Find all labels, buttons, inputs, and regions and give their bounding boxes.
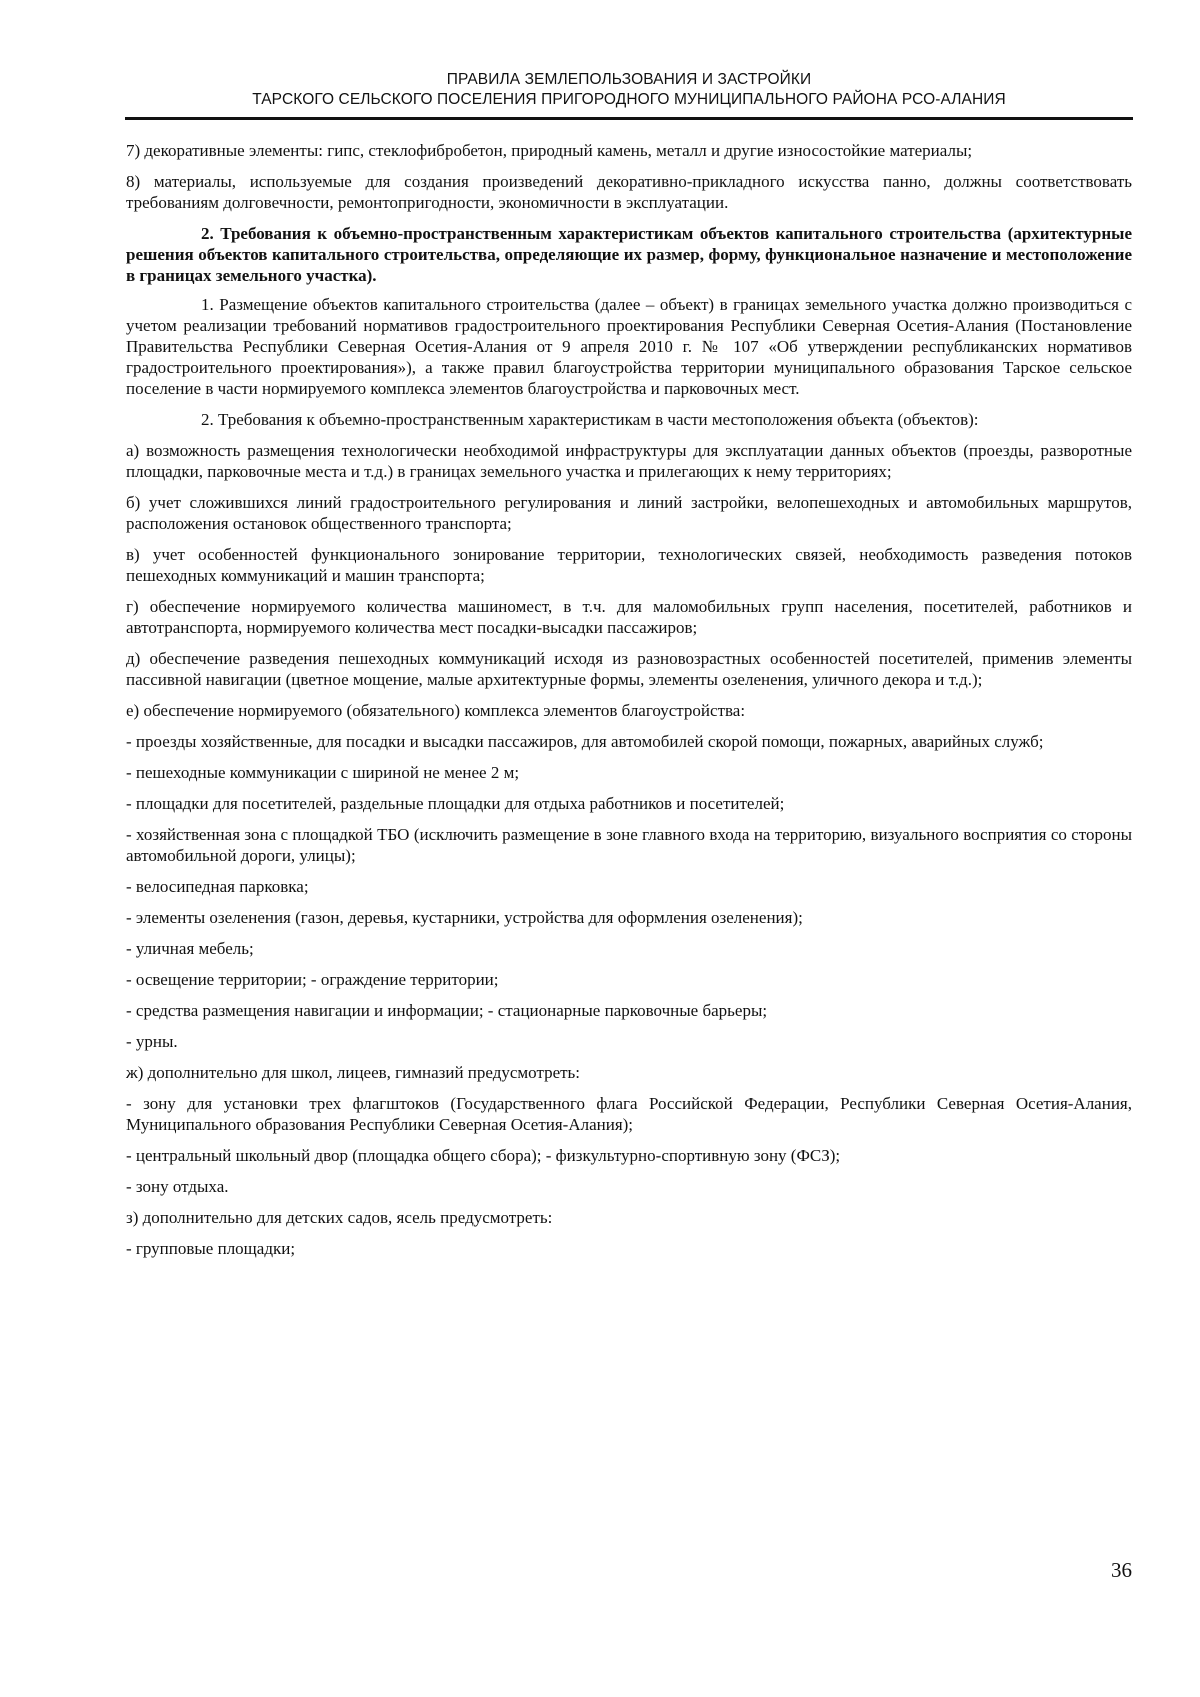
running-header <box>125 70 1133 110</box>
bullet-item: - урны. <box>126 1032 178 1051</box>
list-item-v: в) учет особенностей функционального зонирование территории, технологических связей, необходимость разведения потоков пешеходных коммуникаций и машин транспорта; <box>126 545 1132 585</box>
bullet-item: - зону для установки трех флагштоков (Государственного флага Российской Федерации, Республики Северная Осетия-Алания, Муниципального образования Республики Северная Осетия-Алания); <box>126 1094 1132 1134</box>
list-item-b: б) учет сложившихся линий градостроительного регулирования и линий застройки, велопешеходных и автомобильных маршрутов, расположения остановок общественного транспорта; <box>126 493 1132 533</box>
bullet-item: - уличная мебель; <box>126 939 254 958</box>
bullet-item: - средства размещения навигации и информации; - стационарные парковочные барьеры; <box>126 1001 768 1020</box>
bullet-item: - освещение территории; - ограждение территории; <box>126 970 499 989</box>
section-heading: 2. Требования к объемно-пространственным характеристикам объектов капитального строительства (архитектурные решения объектов капитального строительства, определяющие их размер, форму, функциональное назначение и местоположение в границах земельного участка). <box>126 224 1132 285</box>
page-number: 36 <box>1111 1558 1132 1582</box>
header-line-1: ПРАВИЛА ЗЕМЛЕПОЛЬЗОВАНИЯ И ЗАСТРОЙКИ <box>446 71 812 88</box>
header-line-2: ТАРСКОГО СЕЛЬСКОГО ПОСЕЛЕНИЯ ПРИГОРОДНОГО МУНИЦИПАЛЬНОГО РАЙОНА РСО-АЛАНИЯ <box>252 91 1006 108</box>
page-body <box>126 140 1132 1269</box>
bullet-item: - групповые площадки; <box>126 1239 296 1258</box>
paragraph-item-7: 7) декоративные элементы: гипс, стеклофибробетон, природный камень, металл и другие износостойкие материалы; <box>126 141 973 160</box>
list-item-z: з) дополнительно для детских садов, ясель предусмотреть: <box>126 1208 553 1227</box>
paragraph-clause-2: 2. Требования к объемно-пространственным характеристикам в части местоположения объекта (объектов): <box>201 410 979 429</box>
bullet-item: - зону отдыха. <box>126 1177 229 1196</box>
bullet-item: - центральный школьный двор (площадка общего сбора); - физкультурно-спортивную зону (ФСЗ); <box>126 1146 841 1165</box>
list-item-zh: ж) дополнительно для школ, лицеев, гимназий предусмотреть: <box>126 1063 581 1082</box>
bullet-item: - площадки для посетителей, раздельные площадки для отдыха работников и посетителей; <box>126 794 785 813</box>
list-item-a: а) возможность размещения технологически необходимой инфраструктуры для эксплуатации данных объектов (проезды, разворотные площадки, парковочные места и т.д.) в границах земельного участка и прилегающих к нему территориях; <box>126 441 1132 481</box>
list-item-e: е) обеспечение нормируемого (обязательного) комплекса элементов благоустройства: <box>126 701 746 720</box>
bullet-item: - хозяйственная зона с площадкой ТБО (исключить размещение в зоне главного входа на территорию, визуального восприятия со стороны автомобильной дороги, улицы); <box>126 825 1132 865</box>
list-item-g: г) обеспечение нормируемого количества машиномест, в т.ч. для маломобильных групп населения, посетителей, работников и автотранспорта, нормируемого количества мест посадки-высадки пассажиров; <box>126 597 1132 637</box>
paragraph-item-8: 8) материалы, используемые для создания произведений декоративно-прикладного искусства панно, должны соответствовать требованиям долговечности, ремонтопригодности, экономичности в эксплуатации. <box>126 172 1132 212</box>
list-item-d: д) обеспечение разведения пешеходных коммуникаций исходя из разновозрастных особенностей посетителей, применив элементы пассивной навигации (цветное мощение, малые архитектурные формы, элементы озеленения, уличного декора и т.д.); <box>126 649 1132 689</box>
header-divider <box>125 117 1133 120</box>
paragraph-clause-1: 1. Размещение объектов капитального строительства (далее – объект) в границах земельного участка должно производиться с учетом реализации требований нормативов градостроительного проектирования Республики Северная Осетия-Алания (Постановление Правительства Республики Северная Осетия-Алания от 9 апреля 2010 г. № 107 «Об утверждении республиканских нормативов градостроительного проектирования»), а также правил благоустройства территории муниципального образования Тарское сельское поселение в части нормируемого комплекса элементов благоустройства и парковочных мест. <box>126 295 1132 398</box>
bullet-item: - элементы озеленения (газон, деревья, кустарники, устройства для оформления озеленения); <box>126 908 803 927</box>
bullet-item: - пешеходные коммуникации с шириной не менее 2 м; <box>126 763 520 782</box>
bullet-item: - велосипедная парковка; <box>126 877 309 896</box>
bullet-item: - проезды хозяйственные, для посадки и высадки пассажиров, для автомобилей скорой помощи, пожарных, аварийных служб; <box>126 732 1044 751</box>
